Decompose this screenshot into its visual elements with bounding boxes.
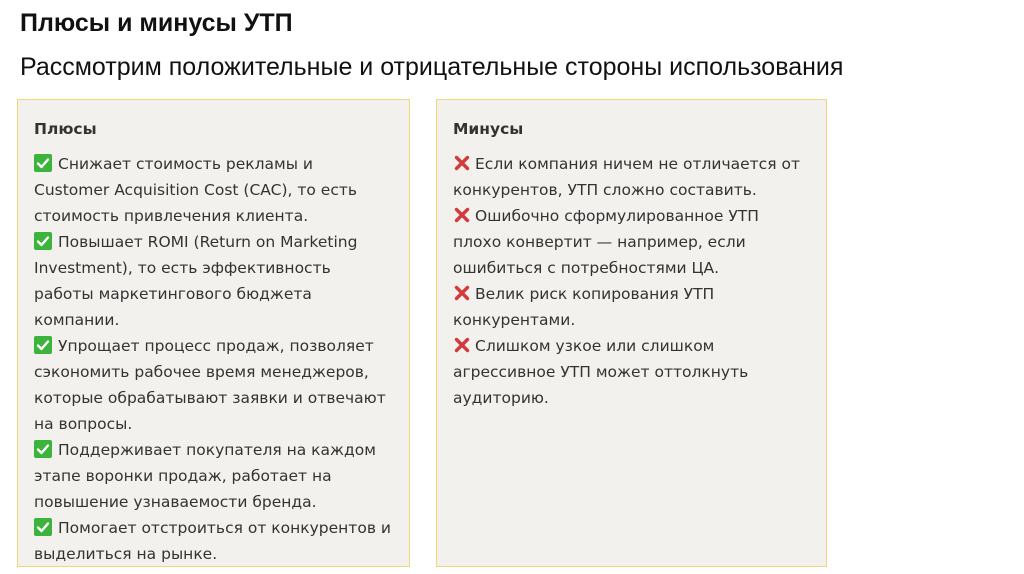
cons-item: [453, 151, 810, 203]
cons-item: [453, 333, 810, 411]
pros-item-text: Упрощает процесс продаж, позволяет сэкономить рабочее время менеджеров, которые обрабатывают заявки и отвечают на вопросы.: [34, 337, 386, 433]
slide-title: Плюсы и минусы УТП: [20, 9, 293, 37]
check-mark-icon: [34, 336, 52, 354]
pros-item: [34, 515, 393, 567]
cons-item-text: Ошибочно сформулированное УТП плохо конвертит — например, если ошибиться с потребностями ЦА.: [453, 207, 759, 277]
cons-item-text: Если компания ничем не отличается от конкурентов, УТП сложно составить.: [453, 155, 800, 199]
pros-item-text: Снижает стоимость рекламы и Customer Acquisition Cost (CAC), то есть стоимость привлечения клиента.: [34, 155, 358, 225]
pros-item-text: Повышает ROMI (Return on Marketing Investment), то есть эффективность работы маркетингового бюджета компании.: [34, 233, 358, 329]
pros-item: [34, 333, 393, 437]
pros-item: [34, 437, 393, 515]
cross-mark-icon: [453, 154, 471, 172]
cross-mark-icon: [453, 284, 471, 302]
cons-item-text: Велик риск копирования УТП конкурентами.: [453, 285, 715, 329]
cross-mark-icon: [453, 206, 471, 224]
check-mark-icon: [34, 232, 52, 250]
cons-item: [453, 281, 810, 333]
check-mark-icon: [34, 440, 52, 458]
cross-mark-icon: [453, 336, 471, 354]
cons-panel: [436, 99, 827, 567]
check-mark-icon: [34, 154, 52, 172]
slide-subtitle: Рассмотрим положительные и отрицательные стороны использования: [20, 53, 844, 81]
cons-item: [453, 203, 810, 281]
pros-heading: Плюсы: [34, 120, 97, 138]
pros-item: [34, 229, 393, 333]
pros-item-text: Поддерживает покупателя на каждом этапе воронки продаж, работает на повышение узнаваемости бренда.: [34, 441, 376, 511]
pros-list: [34, 151, 393, 567]
pros-item: [34, 151, 393, 229]
cons-heading: Минусы: [453, 120, 524, 138]
cons-item-text: Слишком узкое или слишком агрессивное УТП может оттолкнуть аудиторию.: [453, 337, 749, 407]
pros-panel: [17, 99, 410, 567]
cons-list: [453, 151, 810, 411]
pros-item-text: Помогает отстроиться от конкурентов и выделиться на рынке.: [34, 519, 391, 563]
check-mark-icon: [34, 518, 52, 536]
